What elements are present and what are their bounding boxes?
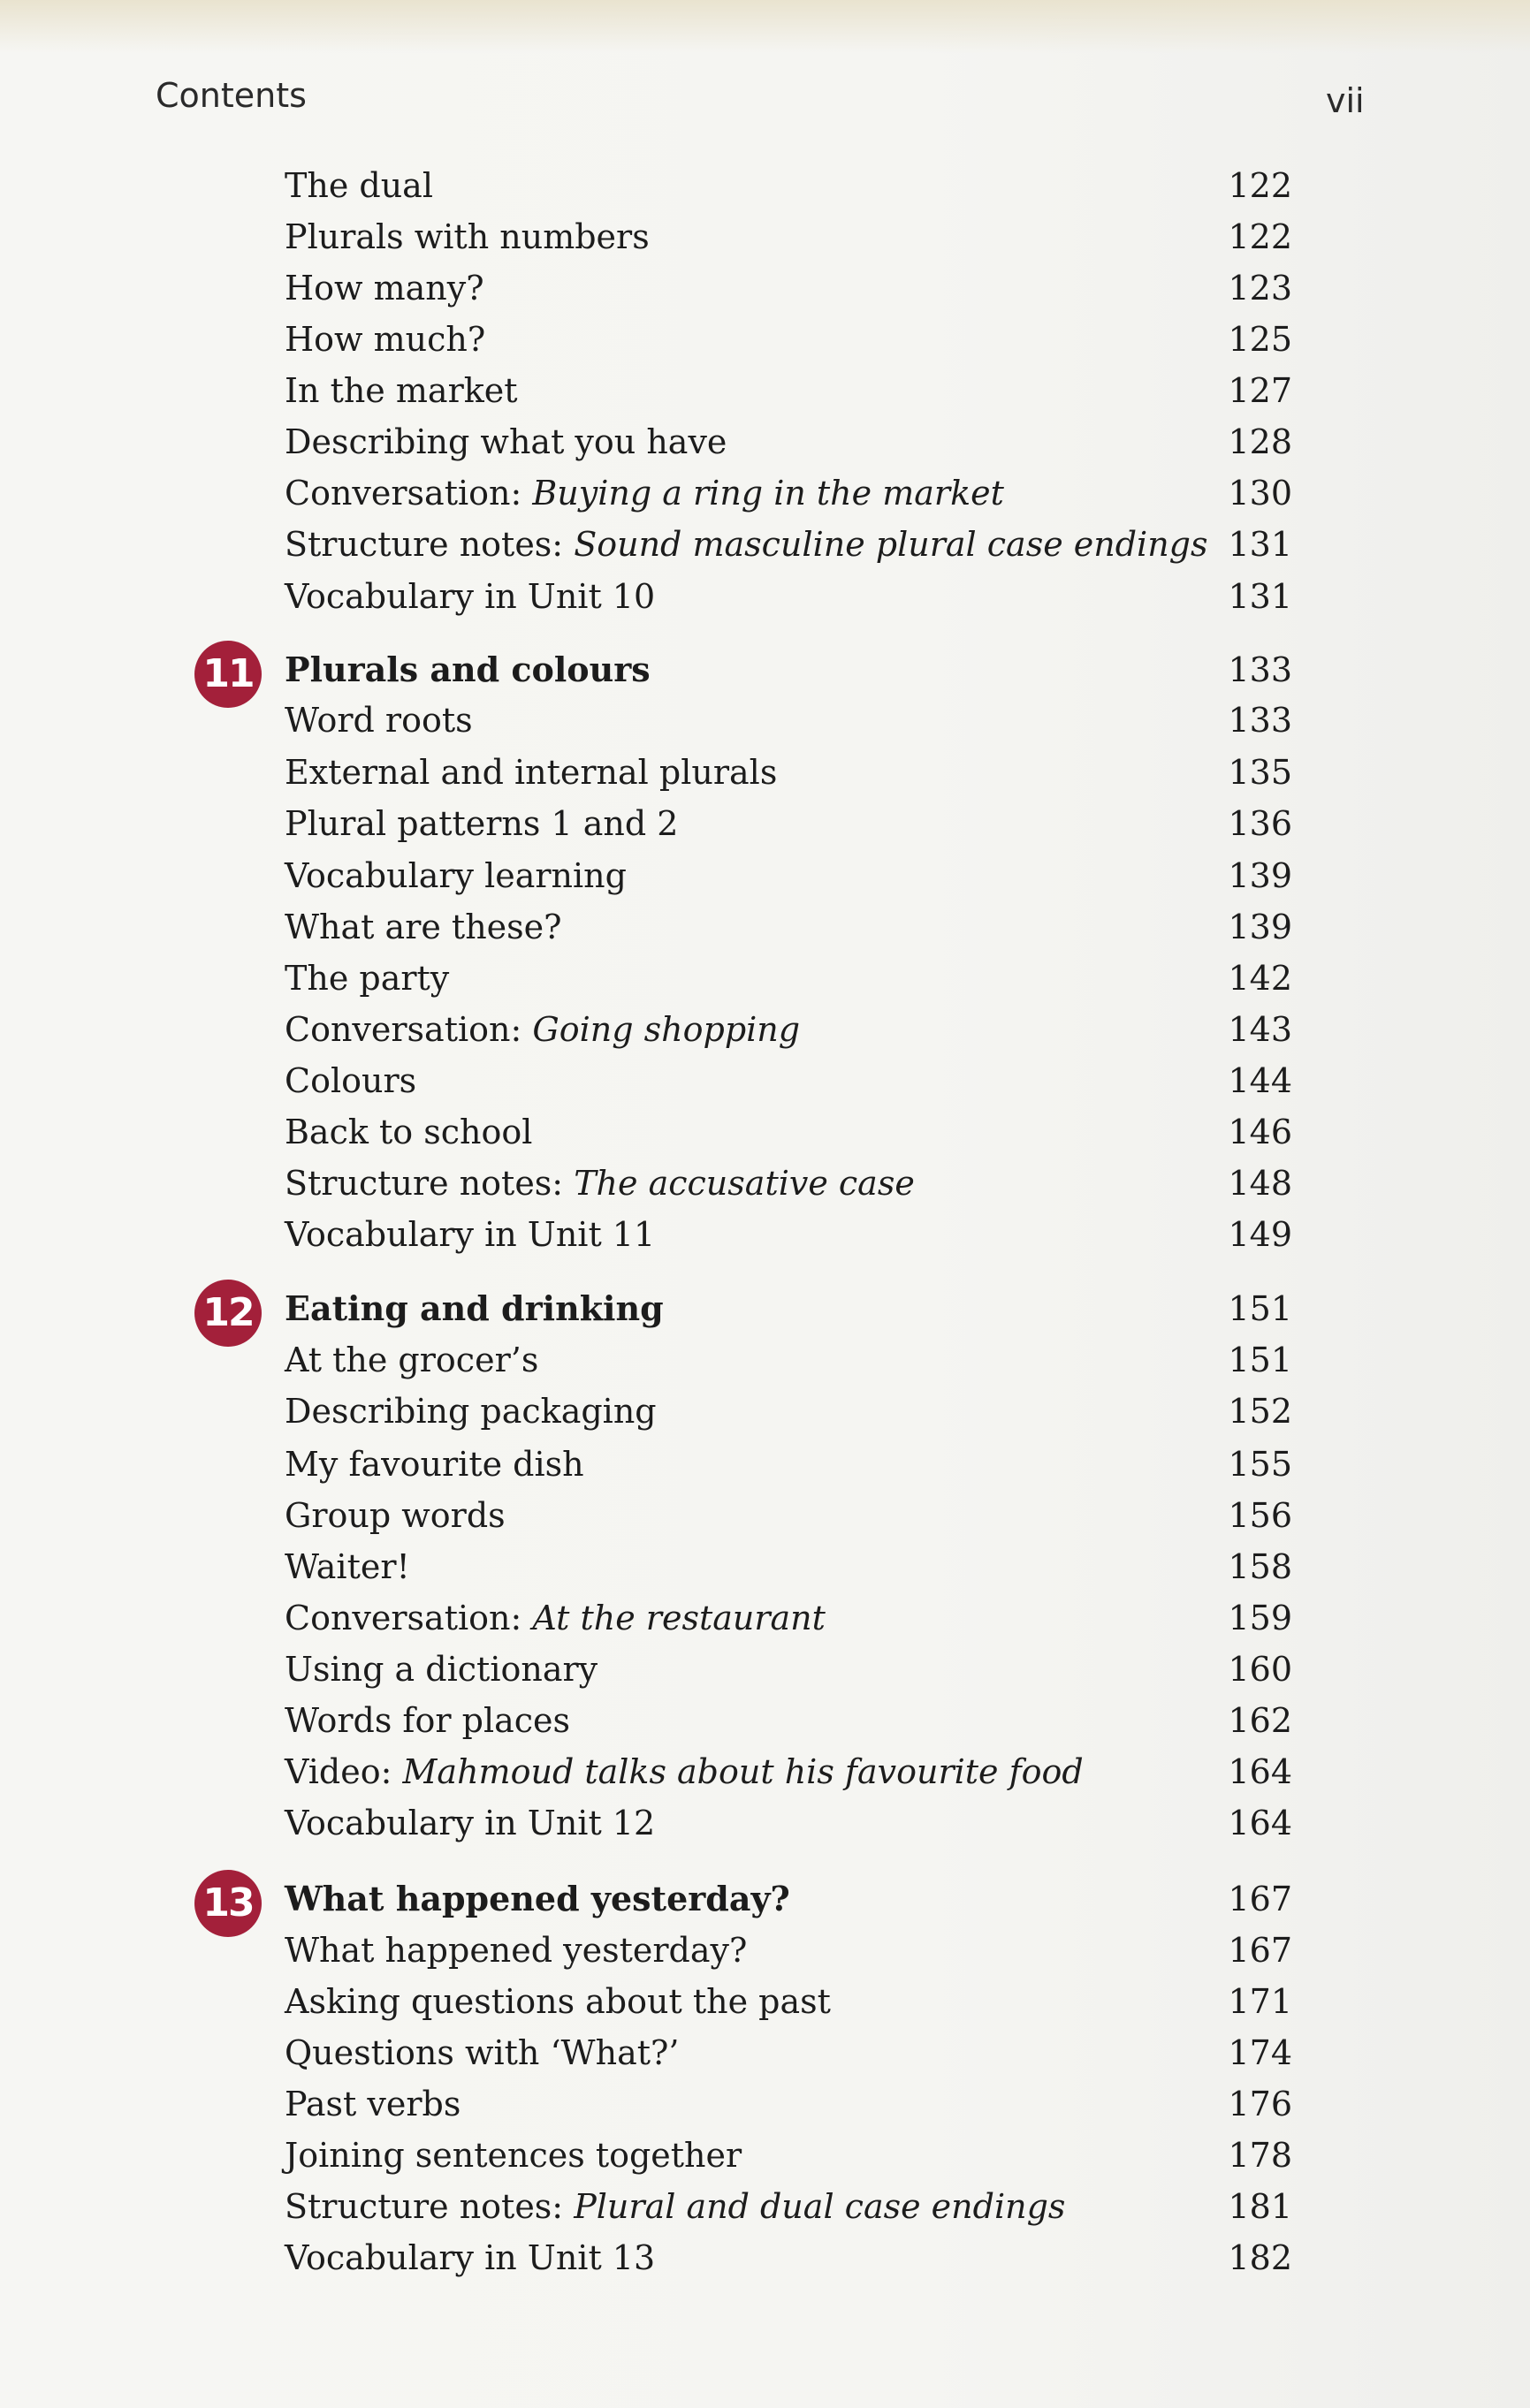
toc-entry-title <box>285 1801 655 1845</box>
toc-entry <box>285 163 1292 208</box>
toc-entry-title <box>285 1545 410 1589</box>
toc-unit-heading <box>202 1877 1292 1926</box>
toc-entry-title <box>285 1161 915 1205</box>
toc-entry <box>285 522 1292 566</box>
toc-unit-heading <box>202 648 1292 696</box>
toc-entry <box>285 1928 1292 1972</box>
page-number-roman: vii <box>1326 81 1365 120</box>
toc-entry <box>285 750 1292 794</box>
toc-entry-page-number: 146 <box>1228 1113 1292 1151</box>
toc-entry-title <box>285 2031 679 2075</box>
toc-entry-title-text: Vocabulary in Unit 10 <box>285 577 656 616</box>
toc-entry-title-text: Waiter! <box>285 1547 410 1586</box>
toc-entry <box>285 801 1292 846</box>
toc-entry-page-number: 133 <box>1228 701 1292 740</box>
toc-entry-page-number: 167 <box>1228 1931 1292 1970</box>
toc-entry-title-text: Questions with ‘What?’ <box>285 2033 680 2072</box>
toc-entry-title <box>285 1287 664 1331</box>
toc-entry-title <box>285 215 650 259</box>
toc-entry-title <box>285 905 562 949</box>
toc-entry-page-number: 149 <box>1228 1215 1292 1254</box>
toc-entry <box>285 1750 1292 1794</box>
toc-entry-title-text: Eating and drinking <box>285 1288 664 1328</box>
toc-entry-title <box>285 1059 416 1103</box>
toc-entry-title-text: Back to school <box>285 1113 533 1151</box>
toc-entry <box>285 2133 1292 2177</box>
toc-entry-title <box>285 368 518 413</box>
toc-entry-page-number: 178 <box>1228 2136 1292 2175</box>
toc-entry-title-text: Structure notes: <box>285 1164 575 1203</box>
toc-entry-page-number: 144 <box>1228 1061 1292 1100</box>
toc-entry-page-number: 181 <box>1228 2187 1292 2226</box>
toc-entry-title <box>285 266 484 310</box>
toc-entry-page-number: 122 <box>1228 217 1292 256</box>
toc-entry <box>285 1493 1292 1538</box>
toc-unit-heading <box>202 1287 1292 1335</box>
toc-entry-page-number: 164 <box>1228 1752 1292 1791</box>
toc-entry <box>285 2236 1292 2280</box>
toc-entry <box>285 2082 1292 2126</box>
toc-entry-title-text: Words for places <box>285 1701 571 1740</box>
toc-entry <box>285 1442 1292 1486</box>
toc-entry-title-text: Using a dictionary <box>285 1650 598 1689</box>
toc-entry-title-text: What are these? <box>285 908 562 946</box>
toc-entry-page-number: 151 <box>1228 1289 1292 1328</box>
toc-entry-page-number: 135 <box>1228 753 1292 792</box>
toc-entry-page-number: 162 <box>1228 1701 1292 1740</box>
toc-entry <box>285 471 1292 515</box>
toc-entry-title-text: Describing packaging <box>285 1392 657 1431</box>
toc-entry-title-text: Group words <box>285 1496 506 1535</box>
toc-entry <box>285 1212 1292 1257</box>
toc-entry-page-number: 155 <box>1228 1445 1292 1484</box>
toc-entry-page-number: 152 <box>1228 1392 1292 1431</box>
toc-entry <box>285 215 1292 259</box>
toc-entry-title <box>285 574 655 619</box>
toc-entry-page-number: 156 <box>1228 1496 1292 1535</box>
toc-entry-title <box>285 522 1208 566</box>
toc-entry-page-number: 174 <box>1228 2033 1292 2072</box>
toc-entry-title-text: Conversation: <box>285 1010 533 1049</box>
toc-entry-title-text: Conversation: <box>285 1599 533 1637</box>
toc-entry-title <box>285 1442 584 1486</box>
toc-entry-title-text: Vocabulary in Unit 12 <box>285 1804 656 1842</box>
toc-entry-page-number: 123 <box>1228 269 1292 308</box>
toc-entry-title-text: The dual <box>285 166 433 205</box>
toc-entry-title <box>285 1979 831 2024</box>
toc-entry-page-number: 128 <box>1228 422 1292 461</box>
toc-entry-title-text: Colours <box>285 1061 417 1100</box>
toc-entry-page-number: 130 <box>1228 474 1292 513</box>
toc-entry-page-number: 125 <box>1228 320 1292 359</box>
toc-entry-title <box>285 2133 742 2177</box>
toc-entry-page-number: 131 <box>1228 577 1292 616</box>
unit-number-badge: 11 <box>194 641 262 708</box>
toc-entry-title-text: Word roots <box>285 701 473 740</box>
page-top-shadow <box>0 0 1530 53</box>
toc-entry-title <box>285 2184 1065 2229</box>
toc-entry <box>285 317 1292 361</box>
toc-entry-title-italic: Going shopping <box>532 1010 801 1049</box>
toc-entry-title-text: At the grocer’s <box>285 1341 539 1379</box>
toc-entry-page-number: 158 <box>1228 1547 1292 1586</box>
toc-entry-page-number: 139 <box>1228 856 1292 895</box>
toc-entry-title-text: How many? <box>285 269 484 308</box>
unit-number-badge: 12 <box>194 1280 262 1347</box>
toc-entry-page-number: 182 <box>1228 2238 1292 2277</box>
toc-entry-page-number: 139 <box>1228 908 1292 946</box>
toc-entry <box>285 420 1292 464</box>
toc-entry-title <box>285 1007 800 1052</box>
toc-entry-title-text: Conversation: <box>285 474 533 513</box>
toc-entry-title-text: Structure notes: <box>285 2187 575 2226</box>
toc-entry-page-number: 143 <box>1228 1010 1292 1049</box>
toc-entry-title <box>285 1389 657 1433</box>
toc-entry-title <box>285 854 627 898</box>
toc-entry-title-text: Video: <box>285 1752 403 1791</box>
toc-entry-page-number: 127 <box>1228 371 1292 410</box>
toc-entry <box>285 2031 1292 2075</box>
toc-entry-title-text: Plural patterns 1 and 2 <box>285 804 679 843</box>
toc-entry-title <box>285 698 473 742</box>
toc-entry-title <box>285 1647 598 1691</box>
toc-entry-title-text: Describing what you have <box>285 422 727 461</box>
toc-entry-title <box>285 1338 538 1382</box>
toc-entry-title-italic: At the restaurant <box>532 1599 826 1637</box>
toc-entry-title <box>285 2082 461 2126</box>
toc-entry-page-number: 148 <box>1228 1164 1292 1203</box>
toc-entry-page-number: 167 <box>1228 1880 1292 1918</box>
toc-entry <box>285 368 1292 413</box>
toc-entry <box>285 266 1292 310</box>
toc-entry-title <box>285 317 485 361</box>
toc-entry-title-italic: Buying a ring in the market <box>532 474 1004 513</box>
toc-entry-title-text: Plurals with numbers <box>285 217 650 256</box>
toc-entry-title-text: Past verbs <box>285 2085 461 2123</box>
toc-entry-page-number: 171 <box>1228 1982 1292 2021</box>
toc-entry-title-text: Structure notes: <box>285 525 575 564</box>
toc-entry-title-text: The party <box>285 959 450 998</box>
toc-entry-page-number: 176 <box>1228 2085 1292 2123</box>
toc-entry <box>285 1007 1292 1052</box>
toc-entry <box>285 1596 1292 1640</box>
toc-entry <box>285 1110 1292 1154</box>
toc-entry-page-number: 142 <box>1228 959 1292 998</box>
toc-entry-title <box>285 1110 532 1154</box>
toc-entry-page-number: 122 <box>1228 166 1292 205</box>
toc-entry-page-number: 133 <box>1228 650 1292 689</box>
toc-entry-title-italic: The accusative case <box>574 1164 915 1203</box>
toc-entry-title <box>285 1493 506 1538</box>
toc-entry-title <box>285 956 449 1000</box>
toc-entry-title <box>285 163 433 208</box>
toc-entry-title-text: Joining sentences together <box>285 2136 742 2175</box>
toc-entry <box>285 1545 1292 1589</box>
toc-entry-title-italic: Mahmoud talks about his favourite food <box>402 1752 1084 1791</box>
toc-entry-title-text: Vocabulary learning <box>285 856 627 895</box>
toc-entry-title <box>285 471 1004 515</box>
toc-entry-title <box>285 1596 826 1640</box>
toc-entry-title <box>285 420 727 464</box>
toc-entry <box>285 905 1292 949</box>
toc-entry-title <box>285 1928 747 1972</box>
toc-entry-title <box>285 801 678 846</box>
toc-entry-title <box>285 1877 790 1921</box>
toc-entry <box>285 574 1292 619</box>
toc-entry-page-number: 131 <box>1228 525 1292 564</box>
toc-entry <box>285 698 1292 742</box>
toc-entry-title-text: What happened yesterday? <box>285 1931 748 1970</box>
running-head-contents: Contents <box>156 76 307 115</box>
toc-entry <box>285 1389 1292 1433</box>
toc-entry-title <box>285 1750 1084 1794</box>
toc-entry-page-number: 159 <box>1228 1599 1292 1637</box>
toc-entry <box>285 956 1292 1000</box>
toc-entry-title-text: External and internal plurals <box>285 753 778 792</box>
toc-entry-title <box>285 2236 655 2280</box>
toc-entry <box>285 1161 1292 1205</box>
toc-entry <box>285 2184 1292 2229</box>
toc-entry-page-number: 164 <box>1228 1804 1292 1842</box>
toc-entry <box>285 1801 1292 1845</box>
toc-entry-title-text: In the market <box>285 371 518 410</box>
toc-entry-title <box>285 1698 570 1743</box>
toc-entry-title-text: Vocabulary in Unit 11 <box>285 1215 656 1254</box>
toc-entry <box>285 1979 1292 2024</box>
toc-entry-page-number: 151 <box>1228 1341 1292 1379</box>
toc-entry-title <box>285 1212 655 1257</box>
toc-entry <box>285 1338 1292 1382</box>
toc-entry-title-text: Vocabulary in Unit 13 <box>285 2238 656 2277</box>
unit-number-badge: 13 <box>194 1870 262 1937</box>
toc-entry-title <box>285 648 651 692</box>
toc-entry <box>285 1059 1292 1103</box>
toc-entry-title-italic: Sound masculine plural case endings <box>574 525 1208 564</box>
toc-entry-page-number: 136 <box>1228 804 1292 843</box>
toc-entry <box>285 1698 1292 1743</box>
toc-entry-page-number: 160 <box>1228 1650 1292 1689</box>
toc-entry <box>285 854 1292 898</box>
toc-entry-title-italic: Plural and dual case endings <box>574 2187 1066 2226</box>
toc-entry-title-text: What happened yesterday? <box>285 1879 790 1918</box>
toc-entry <box>285 1647 1292 1691</box>
toc-entry-title <box>285 750 777 794</box>
toc-entry-title-text: My favourite dish <box>285 1445 584 1484</box>
toc-entry-title-text: Asking questions about the past <box>285 1982 831 2021</box>
toc-entry-title-text: Plurals and colours <box>285 649 651 689</box>
toc-entry-title-text: How much? <box>285 320 486 359</box>
